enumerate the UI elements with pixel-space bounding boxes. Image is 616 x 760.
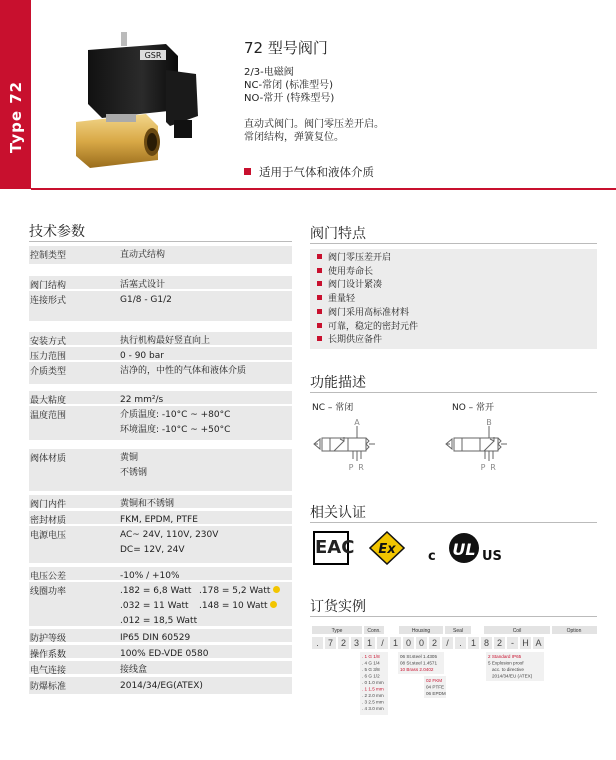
bullet-square [317, 281, 322, 286]
bullet-square [244, 168, 251, 175]
spec-row [29, 406, 292, 440]
spec-key: 连接形式 [30, 296, 67, 306]
spec-value-line: 介质温度: -10°C ~ +80°C [120, 410, 231, 420]
order-seal-option: 02 FKM [426, 678, 443, 683]
bullet-square [317, 336, 322, 341]
order-conn-option: . 1 G 1/8 [362, 654, 380, 659]
order-housing-option: 06 St.steel 1.4305 [400, 654, 438, 659]
feature-item [317, 307, 597, 321]
spec-key: 阀体材质 [30, 454, 67, 464]
bullet-square [317, 254, 322, 259]
ex-icon [273, 586, 280, 593]
order-code-char: / [446, 638, 449, 648]
spec-row [29, 567, 292, 580]
spec-value: 2014/34/EG(ATEX) [120, 681, 203, 691]
desc-line: 常闭结构，弹簧复位。 [244, 132, 344, 143]
feature-item [317, 321, 597, 335]
cert-heading: 相关认证 [310, 505, 366, 521]
spec-key: 电气连接 [30, 666, 67, 676]
feature-text: 阀门采用高标准材料 [328, 307, 410, 318]
header-divider [31, 188, 616, 190]
spec-row [29, 276, 292, 289]
spec-key: 安装方式 [30, 337, 67, 347]
ul-mark-text: UL [452, 540, 476, 559]
spec-row [29, 511, 292, 524]
order-code-char: . [316, 638, 319, 648]
spec-row [29, 661, 292, 674]
product-variants [244, 66, 334, 105]
port-a-label: A [354, 418, 360, 427]
spec-row [29, 362, 292, 384]
eac-logo: EAC [313, 531, 349, 565]
spec-row [29, 391, 292, 404]
spec-key: 压力范围 [30, 352, 67, 362]
spec-key: 电压公差 [30, 572, 67, 582]
spec-row [29, 347, 292, 360]
bullet-square [317, 268, 322, 273]
order-conn-option: . 0 1.0 mm [362, 680, 384, 685]
order-option-line: 5 Explosion proof [488, 660, 524, 666]
spec-value-text: .178 = 5,2 Watt [199, 586, 271, 596]
features-heading-rule [310, 243, 597, 244]
product-description [244, 118, 384, 144]
bullet-square [317, 309, 322, 314]
feature-item [317, 266, 597, 280]
spec-key: 最大粘度 [30, 396, 67, 406]
spec-row [29, 629, 292, 642]
spec-value: 执行机构最好竖直向上 [120, 336, 211, 346]
bullet-square [317, 295, 322, 300]
spec-row [29, 246, 292, 264]
spec-key: 阀门结构 [30, 281, 67, 291]
order-code-char: 2 [431, 638, 438, 648]
port-p-label: P [348, 463, 354, 472]
ex-logo-text: Ex [378, 542, 396, 557]
ex-logo [369, 531, 405, 565]
order-conn-option: . 4 G 1/4 [362, 660, 380, 666]
order-conn-option: . 4 3.0 mm [362, 706, 384, 711]
spec-row [29, 291, 292, 321]
nc-label: NC – 常闭 [312, 403, 354, 413]
spec-value: 黄铜和不锈钢 [120, 499, 175, 509]
order-code-char: 0 [418, 638, 425, 648]
product-title: 72 型号阀门 [244, 39, 328, 57]
order-header-type: Type [331, 628, 343, 634]
spec-row [29, 582, 292, 626]
order-header-housing: Housing [411, 628, 431, 634]
order-option-line: acc. to directive [492, 667, 524, 672]
port-r-label: R [358, 463, 364, 472]
spec-value-line: 不锈钢 [120, 468, 148, 478]
order-header-conn: Conn. [367, 628, 381, 634]
type-sidebar [0, 0, 31, 189]
feature-text: 重量轻 [328, 294, 356, 305]
spec-heading: 技术参数 [29, 224, 85, 240]
no-symbol-diagram [444, 416, 516, 474]
features-list [310, 249, 597, 349]
order-seal-option: 04 PTFE [426, 684, 445, 690]
spec-value: -10% / +10% [120, 571, 180, 581]
feature-text: 阀门设计紧凑 [328, 280, 383, 291]
spec-key: 密封材质 [30, 516, 67, 526]
order-header-option: Option [566, 628, 582, 634]
spec-value-line: 环境温度: -10°C ~ +50°C [120, 425, 231, 435]
variant-line: NC-常闭 (标准型号) [244, 80, 334, 91]
spec-value-line: .012 = 18,5 Watt [120, 616, 198, 626]
application-note [244, 164, 374, 180]
application-text: 适用于气体和液体介质 [259, 165, 374, 179]
features-heading: 阀门特点 [310, 226, 366, 242]
feature-text: 阀门零压差开启 [328, 253, 392, 263]
spec-value-line: DC= 12V, 24V [120, 545, 185, 555]
variant-line: NO-常开 (特殊型号) [244, 93, 335, 104]
spec-key: 防爆标准 [30, 682, 67, 692]
variant-line: 2/3-电磁阀 [244, 67, 294, 78]
spec-value: 活塞式设计 [120, 280, 166, 290]
function-heading: 功能描述 [310, 375, 366, 391]
spec-row [29, 449, 292, 491]
spec-value-alt [199, 584, 280, 614]
order-heading-rule [310, 616, 597, 617]
feature-text: 长期供应备件 [328, 335, 383, 346]
order-conn-option: . 1 1.5 mm [362, 686, 384, 692]
spec-value: G1/8 - G1/2 [120, 295, 172, 305]
order-code-char: 7 [327, 638, 334, 648]
type-label: Type 72 [7, 80, 25, 154]
spec-value: 洁净的，中性的气体和液体介质 [120, 366, 247, 376]
spec-row [29, 332, 292, 345]
order-code-char: H [522, 638, 529, 648]
spec-key: 控制类型 [30, 251, 67, 261]
port-b-label: B [486, 418, 492, 427]
spec-value: 直动式结构 [120, 250, 166, 260]
order-conn-option: . 6 G 1/2 [362, 673, 380, 679]
spec-value-line: AC~ 24V, 110V, 230V [120, 530, 219, 540]
spec-key: 防护等级 [30, 634, 67, 644]
order-seal-option: 06 EPDM [426, 691, 446, 696]
order-code-char: 3 [353, 638, 360, 648]
order-code-char: 2 [496, 638, 503, 648]
feature-text: 可靠，稳定的密封元件 [328, 321, 419, 332]
spec-row [29, 495, 292, 508]
order-option-line: 2014/34/EU (ATEX) [492, 673, 533, 679]
order-code-char: / [381, 638, 384, 648]
spec-value-line [199, 599, 280, 614]
order-code-diagram [312, 626, 597, 716]
feature-item [317, 293, 597, 307]
order-header-seal: Seal [452, 628, 464, 634]
ex-icon [270, 601, 277, 608]
valve-image [66, 30, 216, 180]
feature-item [317, 252, 597, 266]
order-housing-option: 10 Brass 2.0402 [400, 667, 434, 672]
spec-value: 100% ED-VDE 0580 [120, 649, 209, 659]
feature-item [317, 279, 597, 293]
order-code-char: 1 [366, 638, 373, 648]
feature-text: 使用寿命长 [328, 266, 374, 277]
spec-value: 接线盒 [120, 665, 148, 675]
ul-us-text: US [482, 549, 502, 564]
spec-value [120, 408, 230, 438]
order-code-char: 1 [392, 638, 399, 648]
order-code-char: - [511, 638, 514, 648]
order-header-coil: Coil [512, 628, 522, 634]
coil-brand: GSR [144, 51, 162, 60]
spec-key: 介质类型 [30, 367, 67, 377]
spec-key: 阀门内件 [30, 500, 67, 510]
spec-row [29, 526, 292, 563]
spec-value-line: 黄铜 [120, 453, 139, 463]
spec-row [29, 677, 292, 694]
spec-key: 电源电压 [30, 531, 67, 541]
spec-value-text: .148 = 10 Watt [199, 601, 268, 611]
spec-value [120, 528, 218, 558]
order-code-char: 8 [483, 638, 490, 648]
spec-value [120, 451, 147, 481]
order-housing-option: 08 St.steel 1.4571 [400, 660, 438, 666]
ul-logo [428, 530, 506, 566]
nc-symbol-diagram [312, 416, 384, 474]
spec-value-line [199, 584, 280, 599]
spec-key: 操作系数 [30, 650, 67, 660]
order-conn-option: . 2 2.0 mm [362, 693, 384, 698]
spec-key: 温度范围 [30, 411, 67, 421]
order-code-char: A [535, 638, 542, 648]
order-code-char: 0 [405, 638, 412, 648]
port-r-label: R [490, 463, 496, 472]
order-heading: 订货实例 [310, 599, 366, 615]
no-label: NO – 常开 [452, 403, 495, 413]
cert-heading-rule [310, 522, 597, 523]
ul-c-text: c [428, 549, 436, 564]
spec-value: 0 - 90 bar [120, 351, 164, 361]
spec-value-line: .032 = 11 Watt [120, 601, 189, 611]
feature-item [317, 334, 597, 348]
order-option-line: 2 Standard IP65 [488, 654, 522, 659]
spec-heading-rule [29, 241, 292, 242]
spec-value-line: .182 = 6,8 Watt [120, 586, 192, 596]
order-code-char: 2 [340, 638, 347, 648]
spec-value: 22 mm²/s [120, 395, 164, 405]
order-code-char: . [459, 638, 462, 648]
bullet-square [317, 323, 322, 328]
order-conn-option: . 5 G 3/8 [362, 667, 380, 672]
spec-value: IP65 DIN 60529 [120, 633, 191, 643]
spec-value [120, 584, 197, 629]
order-code-char: 1 [470, 638, 477, 648]
desc-line: 直动式阀门。阀门零压差开启。 [244, 119, 384, 130]
spec-key: 线圈功率 [30, 587, 67, 597]
order-conn-option: . 3 2.5 mm [362, 699, 384, 705]
spec-row [29, 645, 292, 658]
function-heading-rule [310, 392, 597, 393]
port-p-label: P [480, 463, 486, 472]
spec-value: FKM, EPDM, PTFE [120, 515, 198, 525]
